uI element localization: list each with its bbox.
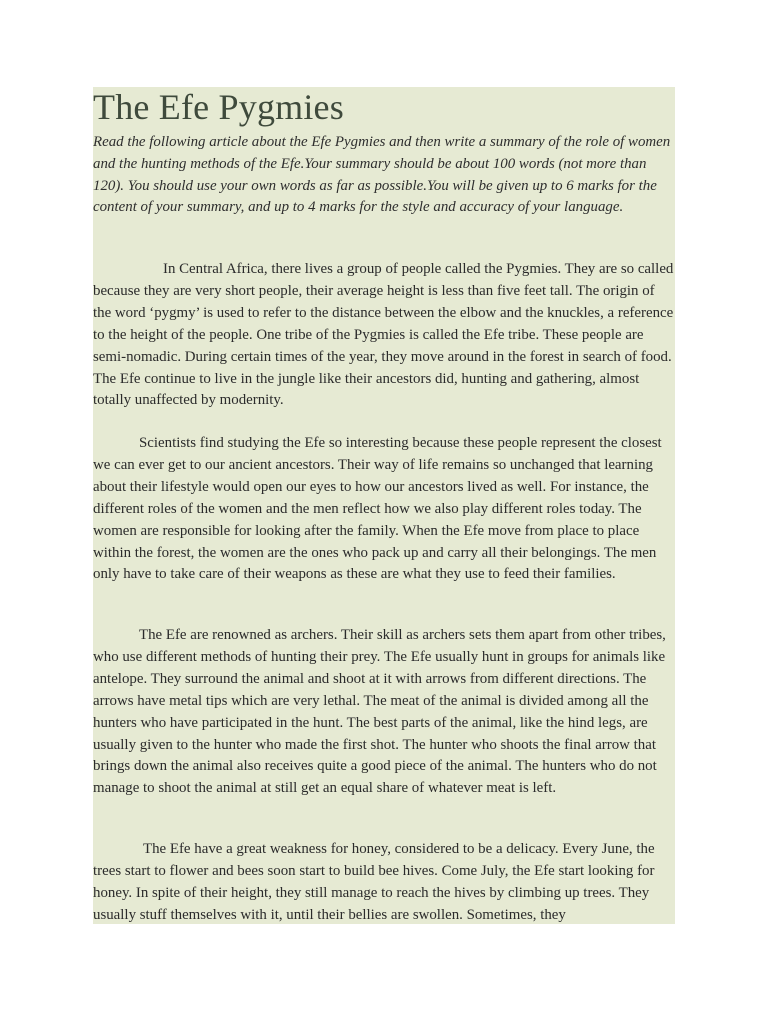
article-paragraph-3: The Efe are renowned as archers. Their skill as archers sets them apart from other tribes, who use different methods of hunting their prey. The Efe usually hunt in groups for animals like antelope. They surround the animal and shoot at it with arrows from different directions. The arrows have metal tips which are very lethal. The meat of the animal is divided among all the hunters who have participated in the hunt. The best parts of the animal, like the hind legs, are usually given to the hunter who made the first shot. The hunter who shoots the final arrow that brings down the animal also receives quite a good piece of the animal. The hunters who do not manage to shoot the animal at still get an equal share of whatever meat is left. — [93, 627, 666, 797]
document-page — [93, 87, 675, 924]
article-paragraph-1: In Central Africa, there lives a group of people called the Pygmies. They are so called because they are very short people, their average height is less than five feet tall. The origin of the word ‘pygmy’ is used to refer to the distance between the elbow and the knuckles, a reference to the height of the people. One tribe of the Pygmies is called the Efe tribe. These people are semi-nomadic. During certain times of the year, they move around in the forest in search of food. The Efe continue to live in the jungle like their ancestors did, hunting and gathering, almost totally unaffected by modernity. — [93, 261, 674, 409]
document-title: The Efe Pygmies — [93, 87, 344, 127]
instructions-text: Read the following article about the Efe Pygmies and then write a summary of the role of women and the hunting methods of the Efe.Your summary should be about 100 words (not more than 120). You should use your own words as far as possible.You will be given up to 6 marks for the content of your summary, and up to 4 marks for the style and accuracy of your language. — [93, 134, 671, 216]
article-paragraph-2: Scientists find studying the Efe so interesting because these people represent the closest we can ever get to our ancient ancestors. Their way of life remains so unchanged that learning about their lifestyle would open our eyes to how our ancestors lived as well. For instance, the different roles of the women and the men reflect how we also play different roles today. The women are responsible for looking after the family. When the Efe move from place to place within the forest, the women are the ones who pack up and carry all their belongings. The men only have to take care of their weapons as these are what they use to feed their families. — [93, 435, 662, 583]
article-paragraph-4: The Efe have a great weakness for honey, considered to be a delicacy. Every June, the trees start to flower and bees soon start to build bee hives. Come July, the Efe start looking for honey. In spite of their height, they still manage to reach the hives by climbing up trees. They usually stuff themselves with it, until their bellies are swollen. Sometimes, they — [93, 841, 655, 923]
